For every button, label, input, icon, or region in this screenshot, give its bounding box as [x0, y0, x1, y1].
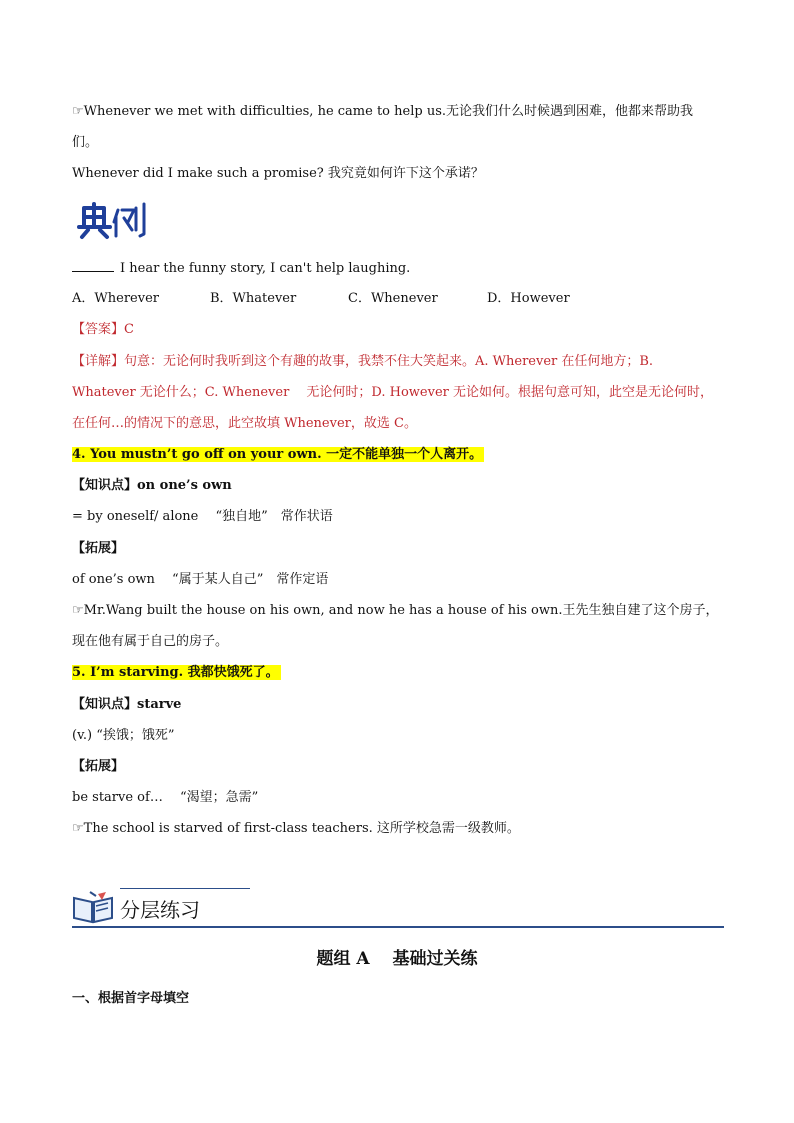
example-sentence-1: ☞Whenever we met with difficulties, he came to help us.无论我们什么时候遇到困难，他都来帮助我 [72, 104, 693, 119]
option-d: D．However [487, 291, 570, 306]
heading-4 [72, 446, 484, 464]
knowledge-point-5-def: (v.) “挨饿；饿死” [72, 728, 175, 743]
detail-line-3: 在任何…的情况下的意思，此空故填 Whenever，故选 C。 [72, 416, 417, 431]
answer-blank [72, 259, 114, 272]
book-icon [72, 890, 114, 924]
option-b: B．Whatever [210, 291, 297, 306]
extension-4: 【拓展】 [72, 541, 125, 556]
example-4b: 现在他有属于自己的房子。 [72, 634, 229, 649]
section-header [72, 886, 724, 928]
knowledge-point-4-def: = by oneself/ alone “独自地” 常作状语 [72, 509, 333, 524]
example-logo [74, 200, 154, 240]
heading-5 [72, 664, 281, 682]
knowledge-point-5: 【知识点】starve [72, 697, 182, 712]
question [72, 259, 410, 278]
heading-5-text: 5. I’m starving. 我都快饿死了。 [72, 665, 279, 680]
extension-4-def: of one’s own “属于某人自己” 常作定语 [72, 572, 329, 587]
example-sentence-1-cont: 们。 [72, 135, 99, 150]
option-c: C．Whenever [348, 291, 438, 306]
example-sentence-2: Whenever did I make such a promise? 我究竟如何许下这个承诺？ [72, 166, 484, 181]
heading-4-text: 4. You mustn’t go off on your own. 一定不能单独一个人离开。 [72, 447, 483, 462]
example-5: ☞The school is starved of first-class teachers. 这所学校急需一级教师。 [72, 821, 520, 836]
section-top-rule [120, 888, 250, 889]
knowledge-point-4: 【知识点】on one’s own [72, 478, 232, 493]
extension-5-def: be starve of… “渴望；急需” [72, 790, 259, 805]
option-a: A．Wherever [72, 291, 159, 306]
sub-heading: 一、根据首字母填空 [72, 991, 190, 1006]
section-title: 分层练习 [120, 898, 200, 922]
group-title: 题组 A 基础过关练 [316, 949, 478, 969]
answer: 【答案】C [72, 322, 134, 337]
example-logo-glyph [74, 200, 154, 240]
question-text: I hear the funny story, I can't help laughing. [120, 261, 411, 276]
detail-line-2: Whatever 无论什么；C. Whenever 无论何时；D. However 无论如何。根据句意可知，此空是无论何时， [72, 385, 714, 400]
example-4a: ☞Mr.Wang built the house on his own, and now he has a house of his own.王先生独自建了这个房子， [72, 603, 719, 618]
section-divider [72, 926, 724, 928]
detail-line-1: 【详解】句意：无论何时我听到这个有趣的故事，我禁不住大笑起来。A. Wherever 在任何地方；B. [72, 354, 654, 369]
extension-5: 【拓展】 [72, 759, 125, 774]
